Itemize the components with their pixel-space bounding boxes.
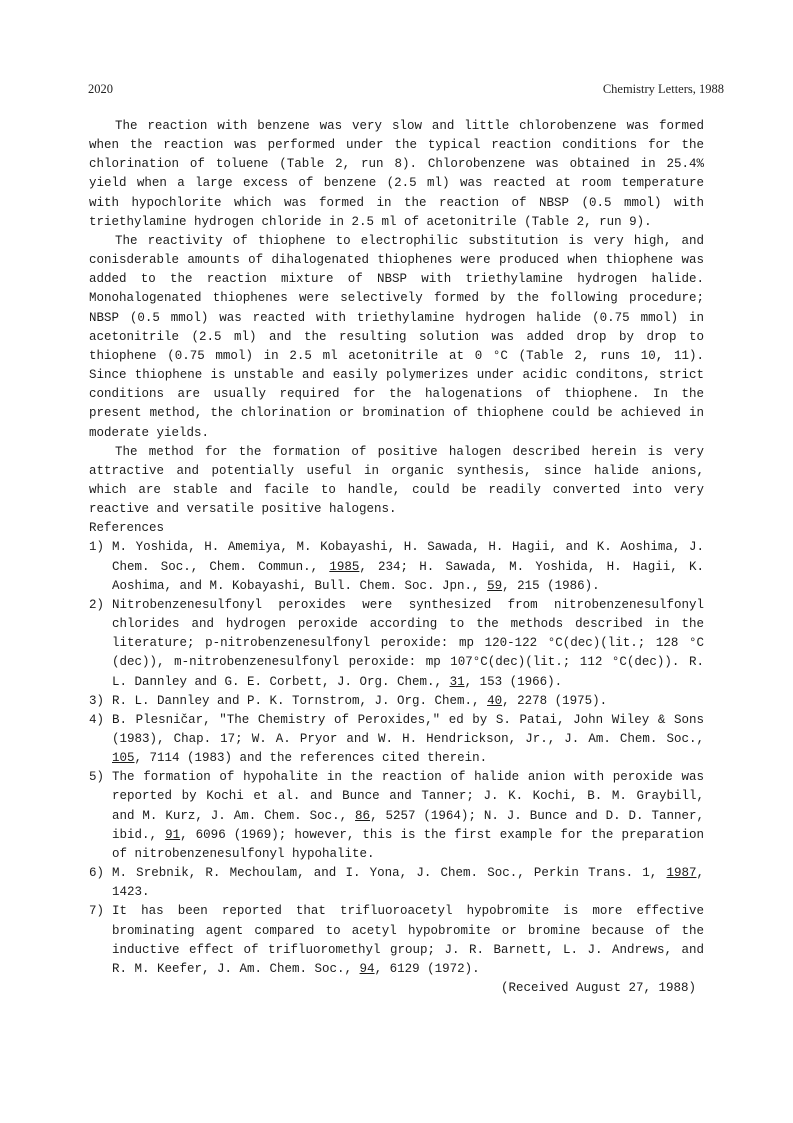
- reference-text: M. Srebnik, R. Mechoulam, and I. Yona, J. Chem. Soc., Perkin Trans. 1,: [112, 866, 667, 881]
- reference-number: 3): [89, 693, 105, 708]
- reference-4: [89, 711, 704, 768]
- reference-text: R. L. Dannley and P. K. Tornstrom, J. Org. Chem.,: [112, 693, 488, 708]
- reference-number: 2): [89, 597, 105, 612]
- reference-text: , 2278 (1975).: [502, 693, 608, 708]
- reference-number: 7): [89, 904, 105, 919]
- reference-text: , 7114 (1983) and the references cited therein.: [134, 751, 488, 766]
- paragraph-thiophene: The reactivity of thiophene to electrophilic substitution is very high, and conisderable amounts of dihalogenated thiophenes were produced when thiophene was added to the reaction mixture of NBSP with triethylamine hydrogen halide. Monohalogenated thiophenes were selectively formed by the following procedure; NBSP (0.5 mmol) was reacted with triethylamine hydrogen halide (0.75 mmol) in acetonitrile (2.5 ml) and the resulting solution was added drop by drop to thiophene (0.75 mmol) in 2.5 ml acetonitrile at 0 °C (Table 2, runs 10, 11). Since thiophene is unstable and easily polymerizes under acidic conditons, strict conditions are usually required for the halogenations of thiophene. In the present method, the chlorination or bromination of thiophene could be achieved in moderate yields.: [89, 233, 704, 440]
- reference-text: , 153 (1966).: [464, 674, 563, 689]
- reference-text: B. Plesničar, "The Chemistry of Peroxides," ed by S. Patai, John Wiley & Sons (1983), Chap. 17; W. A. Pryor and W. H. Hendrickson, Jr., J. Am. Chem. Soc.,: [112, 712, 704, 746]
- reference-text: , 1423.: [112, 866, 704, 900]
- paragraph-benzene: The reaction with benzene was very slow and little chlorobenzene was formed when the reaction was performed under the typical reaction conditions for the chlorination of toluene (Table 2, run 8). Chlorobenzene was obtained in 25.4% yield when a large excess of benzene (2.5 ml) was reacted at room temperature with hypochlorite which was formed in the reaction of NBSP (0.5 mmol) with triethylamine hydrogen chloride in 2.5 ml of acetonitrile (Table 2, run 9).: [89, 119, 704, 229]
- reference-volume: 31: [449, 674, 465, 689]
- reference-text: The formation of hypohalite in the reaction of halide anion with peroxide was reported by Kochi et al. and Bunce and Tanner; J. K. Kochi, B. M. Graybill, and M. Kurz, J. Am. Chem. Soc.,: [112, 770, 704, 823]
- reference-7: [89, 902, 704, 979]
- article-body: [89, 117, 704, 998]
- reference-2: [89, 596, 704, 692]
- reference-text: , 5257 (1964); N. J. Bunce and D. D. Tanner, ibid.,: [112, 808, 704, 842]
- reference-5: [89, 768, 704, 864]
- reference-year: 1985: [329, 559, 360, 574]
- reference-text: , 234; H. Sawada, M. Yoshida, H. Hagii, K. Aoshima, and M. Kobayashi, Bull. Chem. Soc. Jpn.,: [112, 559, 704, 593]
- reference-text: Nitrobenzenesulfonyl peroxides were synthesized from nitrobenzenesulfonyl chlorides and hydrogen peroxide according to the methods described in the literature; p-nitrobenzenesulfonyl peroxide: mp 120-122 °C(dec)(lit.; 128 °C (dec)), m-nitrobenzenesulfonyl peroxide: mp 107°C(dec)(lit.; 112 °C(dec)). R. L. Dannley and G. E. Corbett, J. Org. Chem.,: [112, 597, 704, 689]
- reference-number: 1): [89, 540, 105, 555]
- reference-number: 4): [89, 712, 105, 727]
- reference-text: , 6129 (1972).: [374, 961, 480, 976]
- reference-text: , 6096 (1969); however, this is the first example for the preparation of nitrobenzenesulfonyl hypohalite.: [112, 827, 704, 861]
- reference-text: It has been reported that trifluoroacetyl hypobromite is more effective brominating agent compared to acetyl hypobromite or bromine because of the inductive effect of trifluoromethyl group; J. R. Barnett, L. J. Andrews, and R. M. Keefer, J. Am. Chem. Soc.,: [112, 904, 704, 976]
- reference-1: [89, 538, 704, 595]
- reference-volume: 59: [487, 578, 503, 593]
- page-number: 2020: [88, 82, 113, 96]
- references-list: [89, 538, 704, 979]
- reference-number: 5): [89, 770, 105, 785]
- reference-number: 6): [89, 866, 105, 881]
- reference-volume: 91: [165, 827, 181, 842]
- reference-6: [89, 864, 704, 902]
- reference-volume: 40: [487, 693, 503, 708]
- references-heading: References: [89, 521, 165, 536]
- reference-volume: 86: [355, 808, 371, 823]
- reference-volume: 105: [112, 751, 135, 766]
- reference-3: [89, 692, 704, 711]
- journal-title: Chemistry Letters, 1988: [602, 82, 724, 96]
- reference-volume: 94: [359, 961, 375, 976]
- reference-year: 1987: [666, 866, 697, 881]
- reference-text: M. Yoshida, H. Amemiya, M. Kobayashi, H. Sawada, H. Hagii, and K. Aoshima, J. Chem. Soc., Chem. Commun.,: [112, 540, 704, 574]
- received-date: (Received August 27, 1988): [500, 981, 696, 996]
- paragraph-conclusion: The method for the formation of positive halogen described herein is very attractive and potentially useful in organic synthesis, since halide anions, which are stable and facile to handle, could be readily converted into very reactive and versatile positive halogens.: [89, 444, 704, 517]
- running-header: [88, 82, 724, 98]
- reference-text: , 215 (1986).: [502, 578, 600, 593]
